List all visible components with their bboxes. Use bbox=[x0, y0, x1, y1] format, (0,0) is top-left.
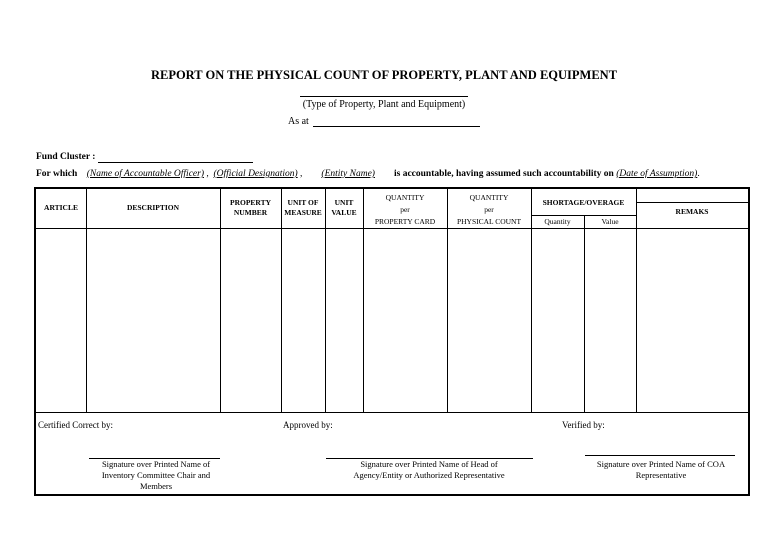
fund-cluster-label: Fund Cluster : bbox=[36, 152, 96, 162]
official-designation-field: (Official Designation) bbox=[213, 169, 298, 179]
header-quantity-per-property-card: QUANTITY per PROPERTY CARD bbox=[374, 193, 436, 226]
date-of-assumption-field: (Date of Assumption) bbox=[616, 169, 698, 179]
for-which-middle: is accountable, having assumed such accountability on bbox=[393, 169, 614, 179]
certified-signature-caption: Signature over Printed Name of Inventory Committee Chair and Members bbox=[101, 459, 211, 491]
type-of-ppe-line bbox=[300, 96, 468, 97]
verified-signature-line bbox=[585, 455, 735, 456]
header-unit-value: UNIT VALUE bbox=[331, 198, 357, 217]
header-description: DESCRIPTION bbox=[126, 203, 180, 212]
header-quantity: Quantity bbox=[544, 217, 571, 226]
approved-by-label: Approved by: bbox=[283, 420, 333, 430]
type-of-ppe-label: (Type of Property, Plant and Equipment) bbox=[302, 99, 466, 110]
as-at-line bbox=[313, 126, 480, 127]
for-which-statement: For which (Name of Accountable Officer) , (Official Designation) , (Entity Name) is accountable, having assumed such accountability on (Date of Assumption). bbox=[36, 169, 700, 179]
accountable-officer-field: (Name of Accountable Officer) bbox=[86, 169, 204, 179]
verified-by-label: Verified by: bbox=[562, 420, 605, 430]
certified-correct-label: Certified Correct by: bbox=[38, 420, 113, 430]
as-at-label: As at bbox=[288, 116, 309, 127]
header-property-number: PROPERTY NUMBER bbox=[230, 198, 271, 217]
approved-signature-caption: Signature over Printed Name of Head of Agency/Entity or Authorized Representative bbox=[353, 459, 505, 480]
header-shortage-overage: SHORTAGE/OVERAGE bbox=[542, 198, 625, 207]
fund-cluster-line bbox=[98, 162, 253, 163]
header-value: Value bbox=[601, 217, 619, 226]
entity-name-field: (Entity Name) bbox=[321, 169, 375, 179]
report-title: REPORT ON THE PHYSICAL COUNT OF PROPERTY, PLANT AND EQUIPMENT bbox=[150, 68, 618, 82]
for-which-prefix: For which bbox=[36, 169, 78, 179]
verified-signature-caption: Signature over Printed Name of COA Representative bbox=[596, 459, 726, 480]
header-quantity-per-physical-count: QUANTITY per PHYSICAL COUNT bbox=[456, 193, 522, 226]
header-article: ARTICLE bbox=[44, 203, 78, 212]
physical-count-form bbox=[34, 187, 750, 496]
header-unit-of-measure: UNIT OF MEASURE bbox=[284, 198, 322, 217]
header-remarks: REMAKS bbox=[675, 207, 709, 216]
